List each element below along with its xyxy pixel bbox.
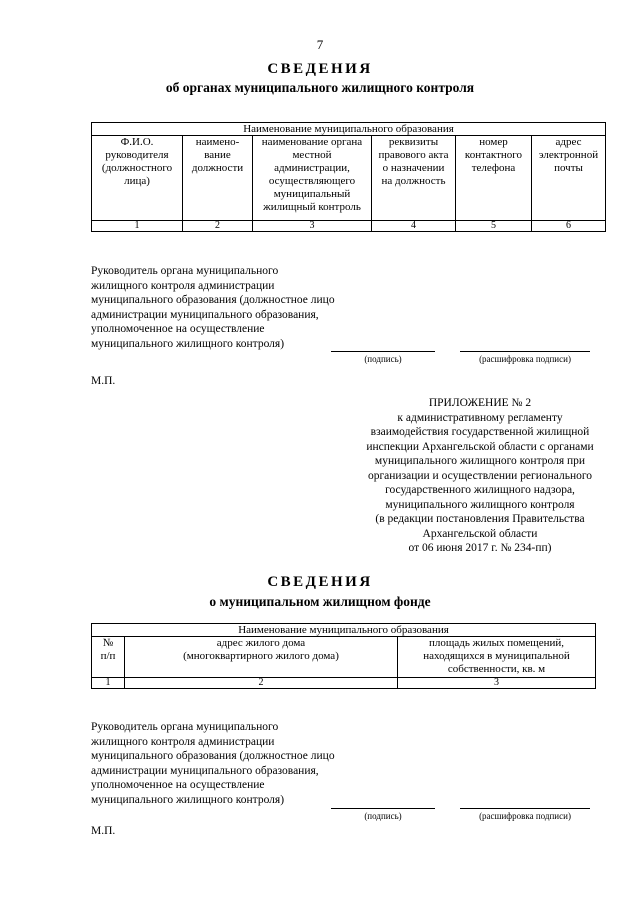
table2-col-number: 1 xyxy=(92,678,125,689)
table1-header-email: адрес электронной почты xyxy=(532,136,606,221)
section2-title: СВЕДЕНИЯ xyxy=(267,574,373,590)
table1-header-act: реквизиты правового акта о назначении на должность xyxy=(372,136,456,221)
section1-subtitle: об органах муниципального жилищного контроля xyxy=(165,80,475,95)
signature1-sign-label: (подпись) xyxy=(364,354,402,364)
section2-subtitle: о муниципальном жилищном фонде xyxy=(209,594,431,609)
table2-header-number: № п/п xyxy=(92,637,125,678)
signature1-stamp: М.П. xyxy=(91,375,116,387)
signature1-decode-label: (расшифровка подписи) xyxy=(479,354,571,364)
table1-col-number: 2 xyxy=(183,221,253,232)
table2-caption: Наименование муниципального образования xyxy=(92,624,596,637)
signature2-sign-line xyxy=(331,808,435,809)
signature2-stamp: М.П. xyxy=(91,825,116,837)
table1-header-fio: Ф.И.О. руководителя (должностного лица) xyxy=(92,136,183,221)
signature2-text: Руководитель органа муниципального жилищного контроля администрации муниципального образования (должностное лицо администрации муниципального образования, уполномоченное на осуществление муниципального жилищного контроля) xyxy=(91,721,335,806)
table2-header-area: площадь жилых помещений, находящихся в муниципальной собственности, кв. м xyxy=(398,637,596,678)
table2-col-number: 3 xyxy=(398,678,596,689)
section1-title: СВЕДЕНИЯ xyxy=(267,61,373,77)
control-bodies-table xyxy=(91,122,606,232)
table2-col-number: 2 xyxy=(125,678,398,689)
table1-header-body: наименование органа местной администрации, осуществляющего муниципальный жилищный контроль xyxy=(253,136,372,221)
table1-caption: Наименование муниципального образования xyxy=(92,123,606,136)
table1-col-number: 3 xyxy=(253,221,372,232)
table1-col-number: 4 xyxy=(372,221,456,232)
appendix-block: ПРИЛОЖЕНИЕ № 2 к административному регламенту взаимодействия государственной жилищной инспекции Архангельской области с органами муниципального жилищного контроля при организации и осуществлении регионального государственного жилищного надзора, муниципального жилищного контроля (в редакции постановления Правительства Архангельской области от 06 июня 2017 г. № 234-пп) xyxy=(366,397,594,554)
table2-header-address: адрес жилого дома (многоквартирного жилого дома) xyxy=(125,637,398,678)
table1-header-phone: номер контактного телефона xyxy=(456,136,532,221)
signature2-decode-line xyxy=(460,808,590,809)
signature1-text: Руководитель органа муниципального жилищного контроля администрации муниципального образования (должностное лицо администрации муниципального образования, уполномоченное на осуществление муниципального жилищного контроля) xyxy=(91,265,335,350)
table1-col-number: 1 xyxy=(92,221,183,232)
table1-header-position: наимено- вание должности xyxy=(183,136,253,221)
table1-col-number: 6 xyxy=(532,221,606,232)
signature2-decode-label: (расшифровка подписи) xyxy=(479,811,571,821)
page-number: 7 xyxy=(316,37,324,52)
housing-fund-table xyxy=(91,623,596,689)
signature2-sign-label: (подпись) xyxy=(364,811,402,821)
signature1-decode-line xyxy=(460,351,590,352)
signature1-sign-line xyxy=(331,351,435,352)
table1-col-number: 5 xyxy=(456,221,532,232)
